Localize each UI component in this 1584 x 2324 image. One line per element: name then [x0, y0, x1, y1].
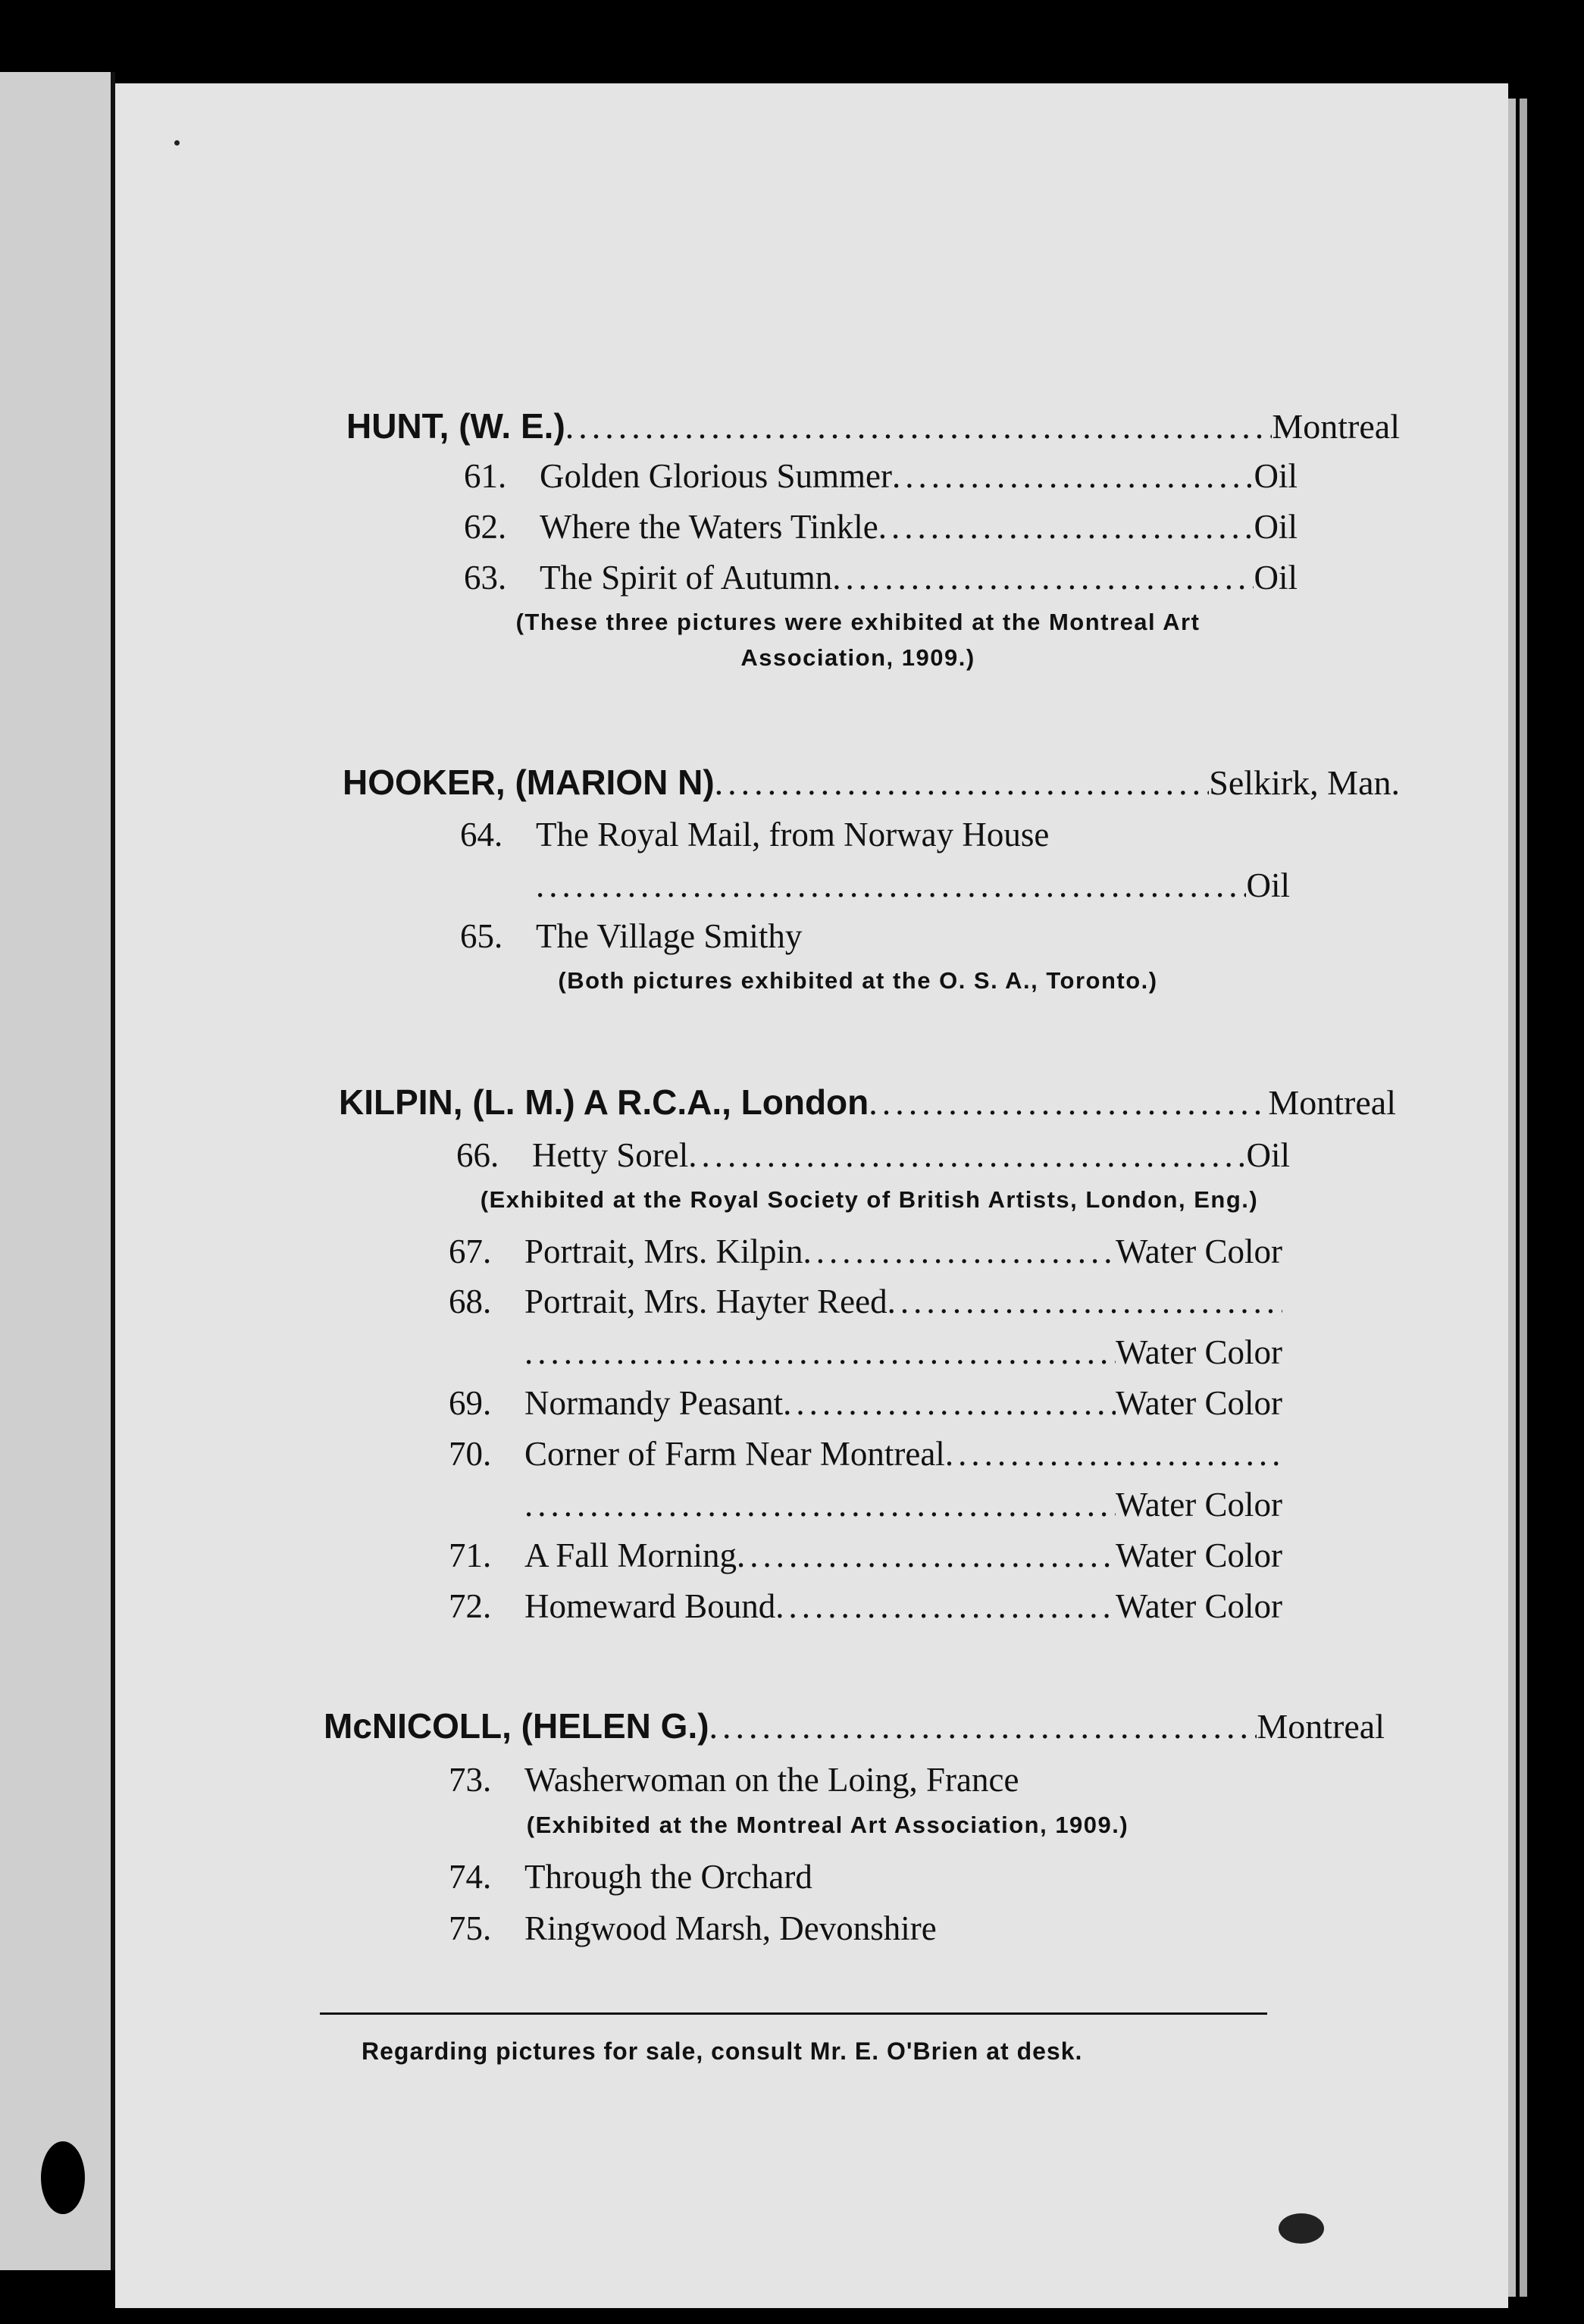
work-line — [449, 1383, 1282, 1423]
artist-location: Montreal — [1268, 1083, 1396, 1122]
work-number: 69. — [449, 1384, 492, 1422]
work-number: 65. — [460, 917, 503, 955]
work-title: The Village Smithy — [536, 917, 803, 955]
facing-page-strip — [0, 72, 114, 2270]
work-medium: Water Color — [1115, 1536, 1282, 1574]
leader-dots — [832, 558, 1254, 597]
exhibition-note: (Both pictures exhibited at the O. S. A., Toronto.) — [558, 967, 1158, 994]
work-number: 67. — [449, 1232, 492, 1270]
work-number: 71. — [449, 1536, 492, 1574]
ink-blot — [1279, 2213, 1324, 2244]
artist-name: HUNT, (W. E.) — [346, 406, 565, 446]
print-speck — [174, 140, 180, 146]
leader-dots — [524, 1333, 1116, 1372]
work-title: Corner of Farm Near Montreal — [524, 1435, 945, 1473]
work-medium: Oil — [1254, 457, 1298, 495]
work-line — [449, 1282, 1282, 1321]
work-line — [460, 815, 1294, 854]
work-title: The Spirit of Autumn — [540, 559, 833, 597]
artist-line — [343, 762, 1400, 803]
work-line — [449, 1536, 1282, 1575]
page-stack-edge — [1520, 99, 1527, 2297]
work-title: Normandy Peasant — [524, 1384, 784, 1422]
leader-dots — [709, 1706, 1257, 1746]
artist-line — [339, 1082, 1396, 1123]
leader-dots — [775, 1586, 1116, 1626]
work-line — [464, 456, 1298, 496]
work-title: Homeward Bound — [524, 1587, 776, 1625]
exhibition-note: (Exhibited at the Montreal Art Association, 1909.) — [526, 1812, 1129, 1838]
work-continuation — [536, 866, 1290, 905]
leader-dots — [783, 1383, 1116, 1423]
leader-dots — [887, 1282, 1282, 1321]
leader-dots — [715, 763, 1210, 803]
work-medium: Oil — [1254, 559, 1298, 597]
exhibition-note: (Exhibited at the Royal Society of British Artists, London, Eng.) — [480, 1186, 1259, 1213]
work-title: Portrait, Mrs. Kilpin — [524, 1232, 803, 1270]
work-line — [464, 558, 1298, 597]
work-medium: Water Color — [1115, 1384, 1282, 1422]
work-line — [449, 1760, 1282, 1799]
work-number: 70. — [449, 1435, 492, 1473]
exhibition-note: (These three pictures were exhibited at the Montreal Art — [515, 609, 1201, 635]
work-title: A Fall Morning — [524, 1536, 737, 1574]
footer-note: Regarding pictures for sale, consult Mr. E. O'Brien at desk. — [362, 2037, 1083, 2065]
work-number: 63. — [464, 559, 507, 597]
artist-location: Montreal — [1272, 407, 1400, 446]
work-line — [449, 1857, 1282, 1896]
work-medium: Water Color — [1115, 1587, 1282, 1625]
work-medium: Water Color — [1115, 1333, 1282, 1371]
artist-line — [324, 1705, 1385, 1746]
work-title: Portrait, Mrs. Hayter Reed — [524, 1283, 887, 1320]
artist-location: Montreal — [1257, 1707, 1385, 1746]
work-line — [449, 1232, 1282, 1271]
artist-line — [346, 406, 1400, 446]
work-continuation — [524, 1485, 1282, 1524]
leader-dots — [737, 1536, 1116, 1575]
work-medium: Oil — [1246, 1136, 1290, 1174]
work-line — [460, 916, 1294, 956]
work-line — [456, 1135, 1290, 1175]
work-medium: Oil — [1254, 508, 1298, 546]
work-number: 64. — [460, 816, 503, 853]
exhibition-note: Association, 1909.) — [740, 644, 975, 671]
work-title: Washerwoman on the Loing, France — [524, 1761, 1019, 1799]
work-line — [449, 1586, 1282, 1626]
work-title: Golden Glorious Summer — [540, 457, 892, 495]
leader-dots — [536, 866, 1246, 905]
work-title: The Royal Mail, from Norway House — [536, 816, 1050, 853]
leader-dots — [524, 1485, 1116, 1524]
leader-dots — [878, 507, 1254, 547]
work-title: Where the Waters Tinkle — [540, 508, 878, 546]
leader-dots — [869, 1082, 1268, 1123]
work-line — [449, 1434, 1282, 1474]
work-medium: Water Color — [1115, 1232, 1282, 1270]
work-number: 66. — [456, 1136, 499, 1174]
leader-dots — [803, 1232, 1116, 1271]
work-number: 75. — [449, 1909, 492, 1947]
artist-name: McNICOLL, (HELEN G.) — [324, 1706, 709, 1746]
artist-name: KILPIN, (L. M.) A R.C.A., London — [339, 1082, 869, 1122]
work-continuation — [524, 1333, 1282, 1372]
work-number: 74. — [449, 1858, 492, 1896]
catalogue-page — [115, 83, 1508, 2308]
work-title: Through the Orchard — [524, 1858, 812, 1896]
work-title: Ringwood Marsh, Devonshire — [524, 1909, 937, 1947]
artist-name: HOOKER, (MARION N) — [343, 763, 715, 802]
work-title: Hetty Sorel — [532, 1136, 689, 1174]
work-number: 72. — [449, 1587, 492, 1625]
work-number: 73. — [449, 1761, 492, 1799]
work-line — [449, 1909, 1282, 1948]
artist-location: Selkirk, Man. — [1209, 763, 1400, 802]
leader-dots — [892, 456, 1254, 496]
work-line — [464, 507, 1298, 547]
leader-dots — [565, 406, 1273, 446]
work-number: 61. — [464, 457, 507, 495]
page-stack-edge — [1508, 99, 1516, 2297]
work-number: 62. — [464, 508, 507, 546]
leader-dots — [688, 1135, 1246, 1175]
binding-hole — [41, 2141, 85, 2214]
work-medium: Water Color — [1115, 1486, 1282, 1524]
work-number: 68. — [449, 1283, 492, 1320]
leader-dots — [945, 1434, 1282, 1474]
footer-rule — [320, 2012, 1267, 2015]
work-medium: Oil — [1246, 866, 1290, 904]
